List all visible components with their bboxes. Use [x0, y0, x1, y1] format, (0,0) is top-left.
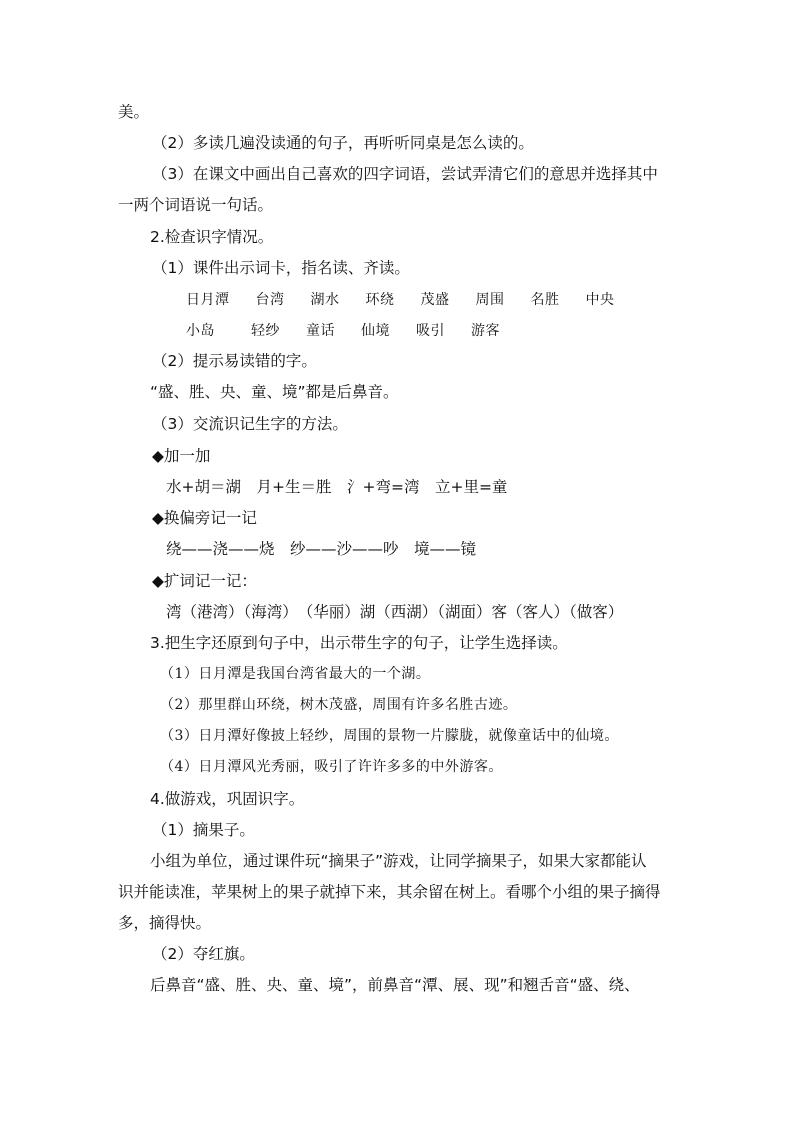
- text-line: 一两个词语说一句话。: [118, 196, 274, 214]
- example-sentence: （2）那里群山环绕，树木茂盛，周围有许多名胜古迹。: [160, 697, 518, 713]
- text-line: （1）摘果子。: [152, 821, 255, 839]
- bullet-heading: ◆加一加: [152, 447, 211, 465]
- text-line: （2）多读几遍没读通的句子，再听听同桌是怎么读的。: [152, 134, 534, 152]
- example-sentence: （3）日月潭好像披上轻纱，周围的景物一片朦胧，就像童话中的仙境。: [160, 728, 619, 744]
- word-card: 周围: [475, 292, 505, 308]
- text-line: “盛、胜、央、童、境”都是后鼻音。: [150, 383, 399, 401]
- word-card: 童话: [306, 323, 335, 339]
- word-card: 环绕: [365, 292, 395, 308]
- bullet-heading: ◆换偏旁记一记: [152, 509, 257, 527]
- word-card: 茂盛: [420, 292, 450, 308]
- text-line: （2）提示易读错的字。: [152, 352, 317, 370]
- word-card: 游客: [471, 323, 500, 339]
- word-card-row: [186, 320, 526, 342]
- word-card: 轻纱: [251, 323, 280, 339]
- text-line: 多，摘得快。: [118, 914, 212, 932]
- word-card-row: [186, 289, 641, 311]
- word-card: 湖水: [310, 292, 340, 308]
- text-line: 小组为单位，通过课件玩“摘果子”游戏，让同学摘果子，如果大家都能认: [150, 852, 647, 870]
- text-line: 湾（港湾）（海湾） （华丽）湖（西湖）（湖面）客（客人）（做客）: [166, 603, 624, 621]
- section-heading: 4.做游戏，巩固识字。: [150, 790, 305, 808]
- example-sentence: （1）日月潭是我国台湾省最大的一个湖。: [160, 666, 431, 682]
- word-card: 中央: [585, 292, 615, 308]
- text-line: （1）课件出示词卡，指名读、齐读。: [152, 259, 410, 277]
- word-card: 仙境: [361, 323, 390, 339]
- section-heading: 3.把生字还原到句子中，出示带生字的句子，让学生选择读。: [150, 634, 568, 652]
- word-card: 名胜: [530, 292, 560, 308]
- word-card: 台湾: [255, 292, 285, 308]
- text-line: 后鼻音“盛、胜、央、童、境”，前鼻音“潭、展、现”和翘舌音“盛、绕、: [150, 976, 640, 994]
- text-line: 美。: [118, 103, 150, 121]
- text-line: （2）夺红旗。: [152, 945, 255, 963]
- word-card: 日月潭: [186, 292, 230, 308]
- section-heading: 2.检查识字情况。: [150, 228, 274, 246]
- bullet-heading: ◆扩词记一记：: [152, 572, 257, 590]
- word-card: 吸引: [416, 323, 445, 339]
- text-line: 识并能读准，苹果树上的果子就掉下来，其余留在树上。看哪个小组的果子摘得: [118, 883, 661, 901]
- text-line: （3）交流识记生字的方法。: [152, 415, 348, 433]
- text-line: 绕——浇——烧 纱——沙——吵 境——镜: [166, 540, 477, 558]
- text-line: 水+胡＝湖 月+生＝胜 氵+弯=湾 立+里=童: [166, 478, 508, 496]
- example-sentence: （4）日月潭风光秀丽，吸引了许许多多的中外游客。: [160, 759, 503, 775]
- word-card: 小岛: [186, 323, 215, 339]
- text-line: （3）在课文中画出自己喜欢的四字词语，尝试弄清它们的意思并选择其中: [152, 165, 658, 183]
